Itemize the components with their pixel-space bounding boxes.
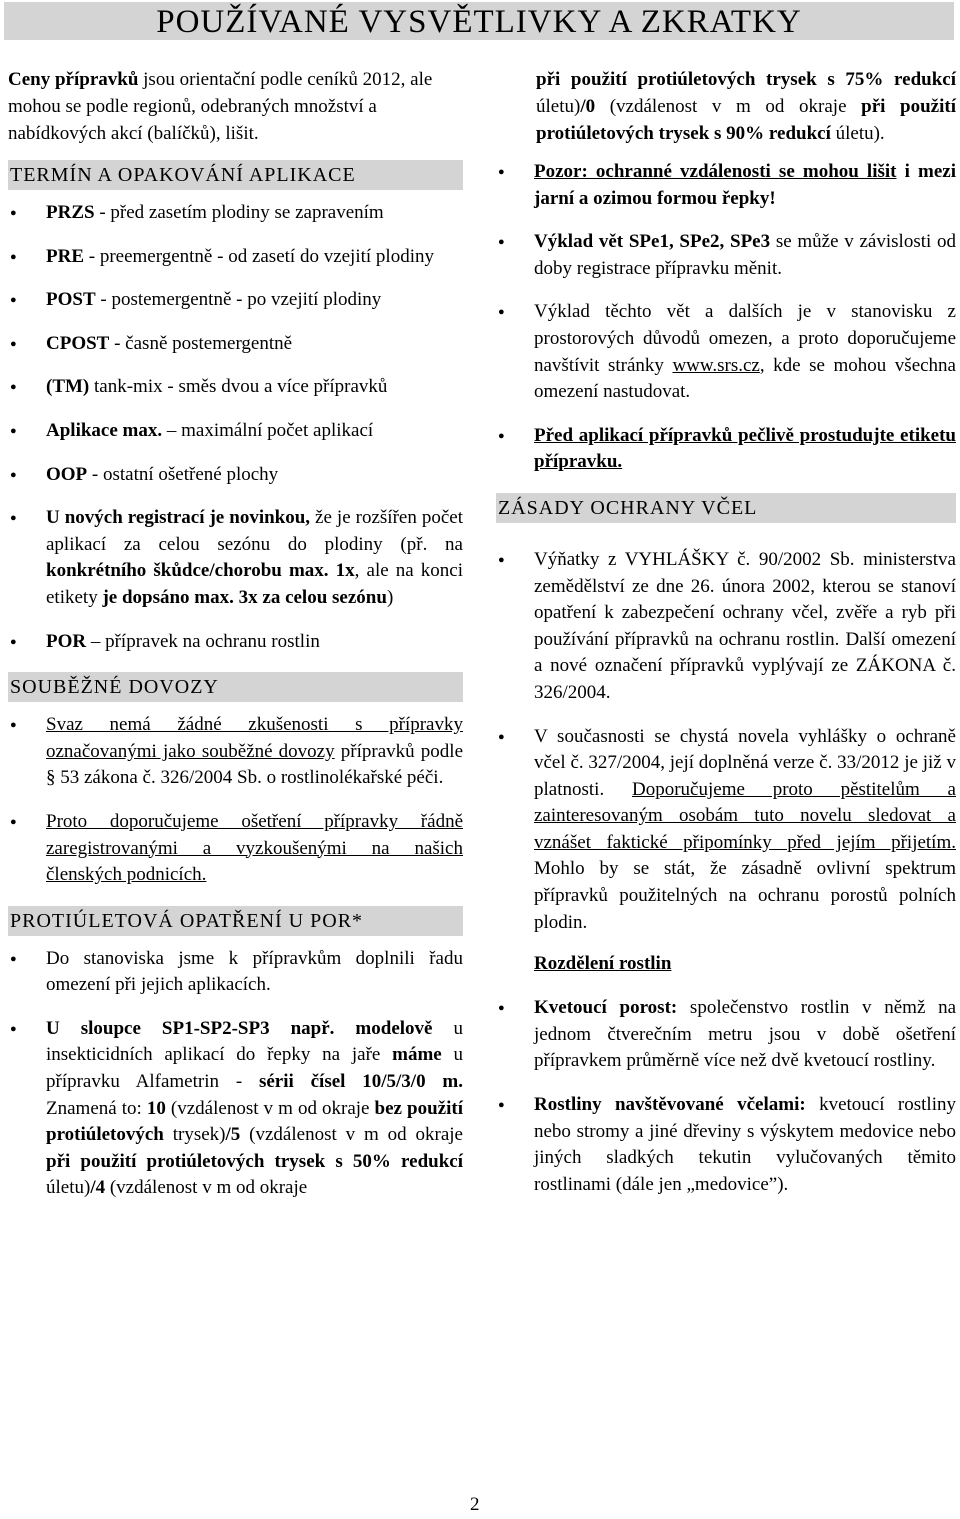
section-heading-termin: TERMÍN A OPAKOVÁNÍ APLIKACE [8, 160, 463, 190]
zasady-list [496, 547, 956, 936]
protiuletova-list-continued [496, 159, 956, 476]
list-item: ● Pozor: ochranné vzdálenosti se mohou lišit i mezi jarní a ozimou formou řepky! [496, 159, 956, 212]
rozdeleni-list [496, 995, 956, 1198]
section-heading-zasady: ZÁSADY OCHRANY VČEL [496, 493, 956, 523]
list-item: ● Proto doporučujeme ošetření přípravky řádně zaregistrovanými a vyzkoušenými na našich členských podnicích. [8, 809, 463, 889]
soubezne-list [8, 712, 463, 889]
novinka-item: ● U nových registrací je novinkou, že je rozšířen počet aplikací za celou sezónu do plodiny (př. na konkrétního škůdce/chorobu max. 1x, ale na konci etikety je dopsáno max. 3x za celou sezónu) [8, 505, 463, 611]
right-column [496, 66, 956, 1215]
page-title: POUŽÍVANÉ VYSVĚTLIVKY A ZKRATKY [156, 4, 802, 40]
list-item: ● POR – přípravek na ochranu rostlin [8, 629, 463, 656]
srs-link[interactable]: www.srs.cz [672, 354, 760, 376]
termin-list [8, 200, 463, 655]
list-item: ● V současnosti se chystá novela vyhlášky o ochraně včel č. 327/2004, její doplněná verze č. 33/2012 je již v platnosti. Doporučujeme proto pěstitelům a zainteresovaným osobám tuto novelu sledovat a vznášet faktické připomínky před jejím přijetím. Mohlo by se stát, že zásadně ovlivní spektrum přípravků použitelných na ochranu porostů polních plodin. [496, 724, 956, 937]
list-item: ● POST - postemergentně - po vzejití plodiny [8, 287, 463, 314]
list-item: ● Výňatky z VYHLÁŠKY č. 90/2002 Sb. ministerstva zemědělství ze dne 26. února 2002, kterou se stanoví opatření k zabezpečení ochrany včel, zvěře a ryb při používání přípravků na ochranu rostlin. Další omezení a nové označení přípravků vyplývají ze ZÁKONA č. 326/2004. [496, 547, 956, 707]
list-item: ● Kvetoucí porost: společenstvo rostlin v němž na jednom čtverečním metru jsou v době ošetření přípravkem průměrně více než dvě kvetoucí rostliny. [496, 995, 956, 1075]
protiuletova-list [8, 946, 463, 1202]
list-item: ● PRE - preemergentně - od zasetí do vzejití plodiny [8, 244, 463, 271]
section-heading-protiuletova: PROTIÚLETOVÁ OPATŘENÍ U POR* [8, 906, 463, 936]
list-item: ● PRZS - před zasetím plodiny se zapravením [8, 200, 463, 227]
page-number: 2 [470, 1494, 480, 1515]
list-item: ● Rostliny navštěvované včelami: kvetoucí rostliny nebo stromy a jiné dřeviny s výskytem medovice nebo jiných sladkých tekutin vylučovaných těmito rostlinami (dále jen „medovice”). [496, 1092, 956, 1198]
list-item: ● Výklad těchto vět a dalších je v stanovisku z prostorových důvodů omezen, a proto doporučujeme navštívit stránky www.srs.cz, kde se mohou všechna omezení nastudovat. [496, 299, 956, 405]
list-item: ● OOP - ostatní ošetřené plochy [8, 462, 463, 489]
list-item: ● Výklad vět SPe1, SPe2, SPe3 se může v závislosti od doby registrace přípravku měnit. [496, 229, 956, 282]
list-item: ● U sloupce SP1-SP2-SP3 např. modelově u insekticidních aplikací do řepky na jaře máme u přípravku Alfametrin - sérii čísel 10/5/3/0 m. Znamená to: 10 (vzdálenost v m od okraje bez použití protiúletových trysek)/5 (vzdálenost v m od okraje při použití protiúletových trysek s 50% redukcí úletu)/4 (vzdálenost v m od okraje [8, 1016, 463, 1202]
price-note: Ceny přípravků jsou orientační podle ceníků 2012, ale mohou se podle regionů, odebraných množství a nabídkových akcí (balíčků), lišit. [8, 69, 433, 144]
protiuletova-continuation: při použití protiúletových trysek s 75% redukcí úletu)/0 (vzdálenost v m od okraje při použití protiúletových trysek s 90% redukcí úletu). [536, 69, 956, 144]
list-item: ● Před aplikací přípravků pečlivě prostudujte etiketu přípravku. [496, 423, 956, 476]
list-item: ● Do stanoviska jsme k přípravkům doplnili řadu omezení při jejich aplikacích. [8, 946, 463, 999]
list-item: ● (TM) tank-mix - směs dvou a více přípravků [8, 374, 463, 401]
subheading-rozdeleni: Rozdělení rostlin [534, 953, 672, 975]
left-column [8, 66, 463, 1219]
page-title-bar [4, 2, 954, 40]
list-item: ● Aplikace max. – maximální počet aplikací [8, 418, 463, 445]
list-item: ● CPOST - časně postemergentně [8, 331, 463, 358]
list-item: ● Svaz nemá žádné zkušenosti s přípravky označovanými jako souběžné dovozy přípravků podle § 53 zákona č. 326/2004 Sb. o rostlinolékařské péči. [8, 712, 463, 792]
section-heading-soubezne: SOUBĚŽNÉ DOVOZY [8, 672, 463, 702]
